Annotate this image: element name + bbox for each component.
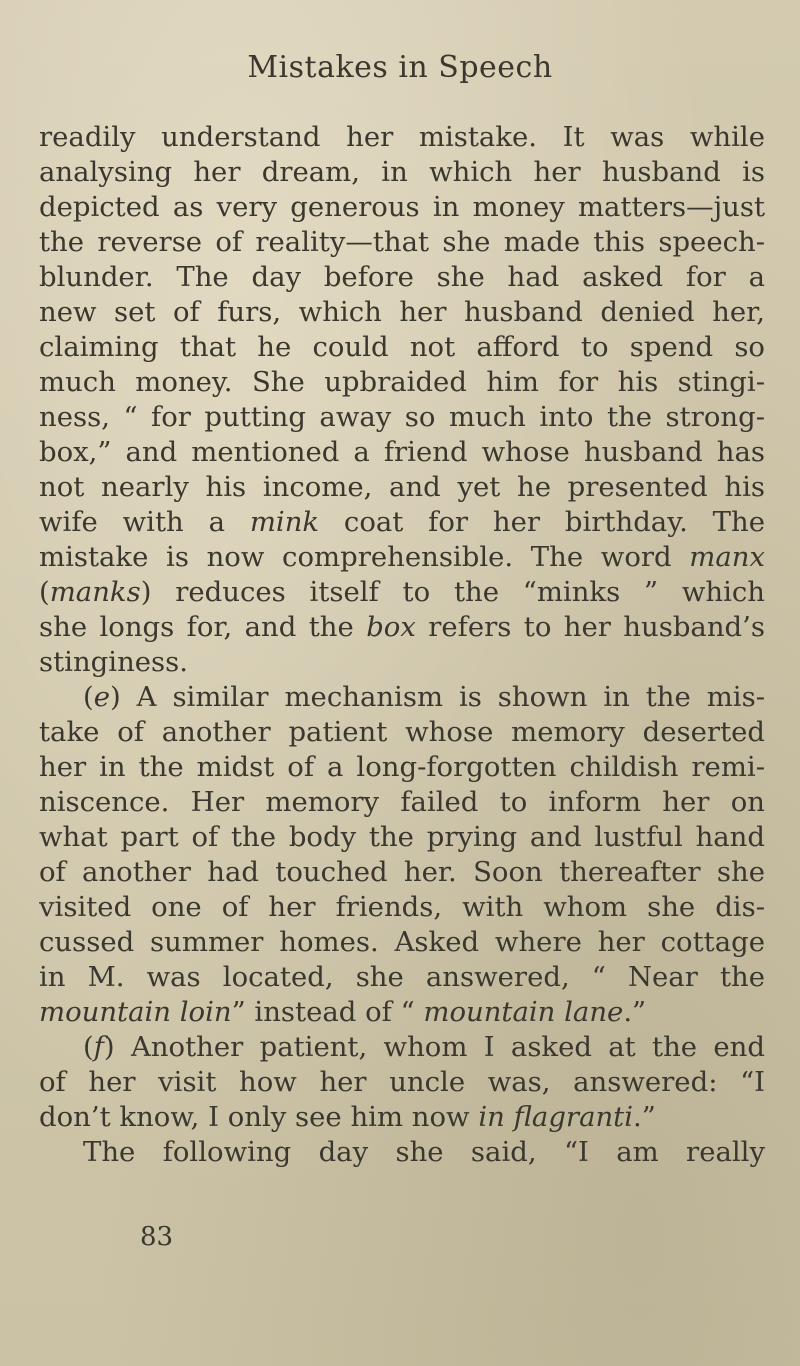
text-run: mistake is now comprehensible. The word <box>39 541 690 573</box>
text-run: the reverse of reality—that she made this speech- <box>39 226 765 258</box>
text-run: new set of furs, which her husband denied her, <box>39 296 765 328</box>
italic-run: mountain lane <box>423 996 624 1028</box>
text-run: wife with a <box>39 506 250 538</box>
text-line <box>39 330 765 365</box>
text-line <box>39 260 765 295</box>
text-run: in M. was located, she answered, “ Near the <box>39 961 765 993</box>
text-line <box>39 505 765 540</box>
text-run: her in the midst of a long-forgotten childish remi- <box>39 751 765 783</box>
text-line <box>39 400 765 435</box>
text-run: The following day she said, “I am really <box>83 1136 765 1168</box>
italic-run: e <box>93 681 111 713</box>
text-line <box>39 1065 765 1100</box>
text-line <box>39 820 765 855</box>
text-run: ness, “ for putting away so much into the strong- <box>39 401 765 433</box>
running-head: Mistakes in Speech <box>247 50 553 85</box>
text-line <box>39 1030 765 1065</box>
text-run: ( <box>83 681 94 713</box>
text-run: what part of the body the prying and lustful hand <box>39 821 765 853</box>
text-run: ( <box>83 1031 94 1063</box>
text-run: depicted as very generous in money matters—just <box>39 191 765 223</box>
italic-run: mink <box>249 506 320 538</box>
text-line <box>39 190 765 225</box>
text-run: visited one of her friends, with whom she dis- <box>39 891 765 923</box>
text-run: blunder. The day before she had asked for a <box>39 261 765 293</box>
italic-run: manx <box>689 541 765 573</box>
text-run: cussed summer homes. Asked where her cottage <box>39 926 765 958</box>
text-line <box>39 365 765 400</box>
text-run: box,” and mentioned a friend whose husband has <box>39 436 765 468</box>
italic-run: box <box>366 611 416 643</box>
text-run: ) reduces itself to the “minks ” which <box>140 576 765 608</box>
body-text <box>39 120 765 1170</box>
italic-run: manks <box>49 576 141 608</box>
text-line <box>39 610 765 645</box>
text-run: don’t know, I only see him now <box>39 1101 479 1133</box>
text-run: niscence. Her memory failed to inform her on <box>39 786 765 818</box>
text-line <box>39 960 765 995</box>
text-line <box>39 995 765 1030</box>
text-line <box>39 785 765 820</box>
text-run: .” <box>633 1101 656 1133</box>
text-line <box>39 680 765 715</box>
text-line <box>39 1135 765 1170</box>
text-line <box>39 925 765 960</box>
text-line <box>39 575 765 610</box>
text-line <box>39 225 765 260</box>
text-line <box>39 890 765 925</box>
text-run: not nearly his income, and yet he presented his <box>39 471 765 503</box>
text-line <box>39 715 765 750</box>
text-run: coat for her birthday. The <box>319 506 765 538</box>
text-line <box>39 120 765 155</box>
text-run: .” <box>623 996 647 1028</box>
italic-run: f <box>93 1031 104 1063</box>
text-run: ” instead of “ <box>231 996 424 1028</box>
text-run: ) A similar mechanism is shown in the mis- <box>110 681 765 713</box>
text-line <box>39 540 765 575</box>
text-run: of another had touched her. Soon thereafter she <box>39 856 765 888</box>
text-run: much money. She upbraided him for his stingi- <box>39 366 765 398</box>
text-line <box>39 1100 765 1135</box>
text-run: claiming that he could not afford to spend so <box>39 331 765 363</box>
text-line <box>39 470 765 505</box>
text-run: readily understand her mistake. It was while <box>39 121 765 153</box>
text-run: she longs for, and the <box>39 611 367 643</box>
text-run: of her visit how her uncle was, answered: “I <box>39 1066 765 1098</box>
text-line <box>39 855 765 890</box>
text-run: ) Another patient, whom I asked at the end <box>103 1031 765 1063</box>
text-run: take of another patient whose memory deserted <box>39 716 765 748</box>
text-run: stinginess. <box>39 646 189 678</box>
text-run: analysing her dream, in which her husband is <box>39 156 765 188</box>
text-line <box>39 435 765 470</box>
text-line <box>39 295 765 330</box>
text-line <box>39 155 765 190</box>
page-number: 83 <box>140 1222 174 1252</box>
italic-run: mountain loin <box>39 996 232 1028</box>
text-run: ( <box>39 576 50 608</box>
text-line <box>39 645 765 680</box>
text-line <box>39 750 765 785</box>
italic-run: in flagranti <box>478 1101 634 1133</box>
text-run: refers to her husband’s <box>415 611 765 643</box>
